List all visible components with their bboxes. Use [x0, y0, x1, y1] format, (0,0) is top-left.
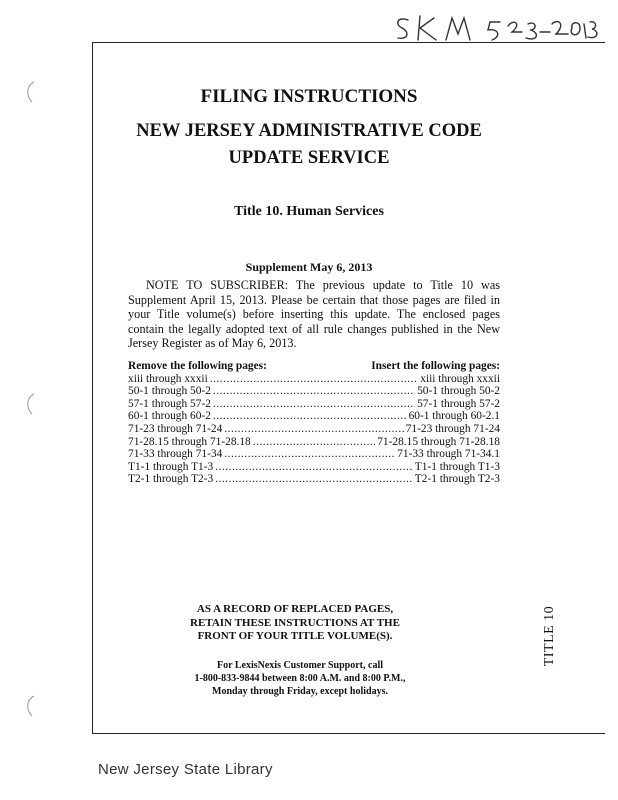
leader-dots — [213, 398, 415, 411]
leader-dots — [253, 436, 375, 449]
table-row — [128, 473, 500, 486]
remove-pages: T1-1 through T1-3 — [128, 460, 214, 473]
library-stamp: New Jersey State Library — [98, 761, 273, 778]
remove-pages: 71-33 through 71-34 — [128, 448, 223, 461]
leader-dots — [224, 448, 395, 461]
retain-notice-line: AS A RECORD OF REPLACED PAGES, — [196, 603, 394, 615]
support-line: Monday through Friday, except holidays. — [212, 686, 388, 697]
support-line: 1-800-833-9844 between 8:00 A.M. and 8:00 P.M., — [194, 673, 406, 684]
subscriber-note: NOTE TO SUBSCRIBER: The previous update to Title 10 was Supplement April 15, 2013. Please be certain that those pages are filed in your Title volume(s) before inserting this update. The enclosed pages contain the legally adopted text of all rule changes published in the New Jersey Register as of May 6, 2013. — [128, 278, 500, 350]
remove-pages: 71-23 through 71-24 — [128, 422, 223, 435]
supplement-date: Supplement May 6, 2013 — [245, 260, 373, 274]
customer-support — [180, 659, 420, 698]
remove-pages: xiii through xxxii — [128, 372, 208, 385]
margin-mark — [20, 692, 40, 722]
remove-header: Remove the following pages: — [128, 360, 267, 372]
leader-dots — [210, 373, 419, 386]
table-row — [128, 398, 500, 411]
retain-notice-line: RETAIN THESE INSTRUCTIONS AT THE — [190, 616, 400, 629]
insert-pages: 50-1 through 50-2 — [417, 385, 500, 398]
table-row — [128, 373, 500, 386]
table-row — [128, 410, 500, 423]
leader-dots — [213, 410, 407, 423]
remove-pages: 60-1 through 60-2 — [128, 410, 211, 423]
insert-pages: T2-1 through T2-3 — [414, 473, 500, 486]
page-replacement-table — [128, 360, 500, 486]
remove-pages: 57-1 through 57-2 — [128, 397, 211, 410]
insert-pages: 71-33 through 71-34.1 — [397, 448, 500, 461]
insert-pages: 57-1 through 57-2 — [417, 397, 500, 410]
table-row — [128, 423, 500, 436]
retain-notice — [160, 603, 430, 644]
table-row — [128, 448, 500, 461]
leader-dots — [215, 473, 413, 486]
side-tab-label: TITLE 10 — [542, 605, 557, 667]
title-side-tab — [528, 600, 572, 672]
leader-dots — [224, 423, 403, 436]
title-subtitle: Title 10. Human Services — [234, 204, 384, 219]
leader-dots — [215, 461, 413, 474]
margin-mark — [20, 390, 40, 420]
code-title-line: NEW JERSEY ADMINISTRATIVE CODE — [136, 121, 482, 141]
support-line: For LexisNexis Customer Support, call — [216, 660, 383, 671]
table-row — [128, 385, 500, 398]
remove-pages: 50-1 through 50-2 — [128, 385, 211, 398]
page-title: FILING INSTRUCTIONS — [200, 86, 418, 107]
table-row — [128, 436, 500, 449]
remove-pages: T2-1 through T2-3 — [128, 473, 214, 486]
insert-pages: xiii through xxxii — [420, 372, 500, 385]
remove-pages: 71-28.15 through 71-28.18 — [128, 435, 251, 448]
leader-dots — [213, 385, 415, 398]
code-title — [0, 118, 618, 172]
retain-notice-line: FRONT OF YOUR TITLE VOLUME(S). — [197, 630, 393, 642]
table-header — [128, 360, 500, 373]
insert-pages: 71-28.15 through 71-28.18 — [377, 435, 500, 448]
insert-header: Insert the following pages: — [371, 360, 500, 372]
code-title-line: UPDATE SERVICE — [228, 148, 390, 168]
table-row — [128, 461, 500, 474]
insert-pages: 60-1 through 60-2.1 — [408, 410, 500, 423]
insert-pages: T1-1 through T1-3 — [414, 460, 500, 473]
insert-pages: 71-23 through 71-24 — [405, 422, 500, 435]
